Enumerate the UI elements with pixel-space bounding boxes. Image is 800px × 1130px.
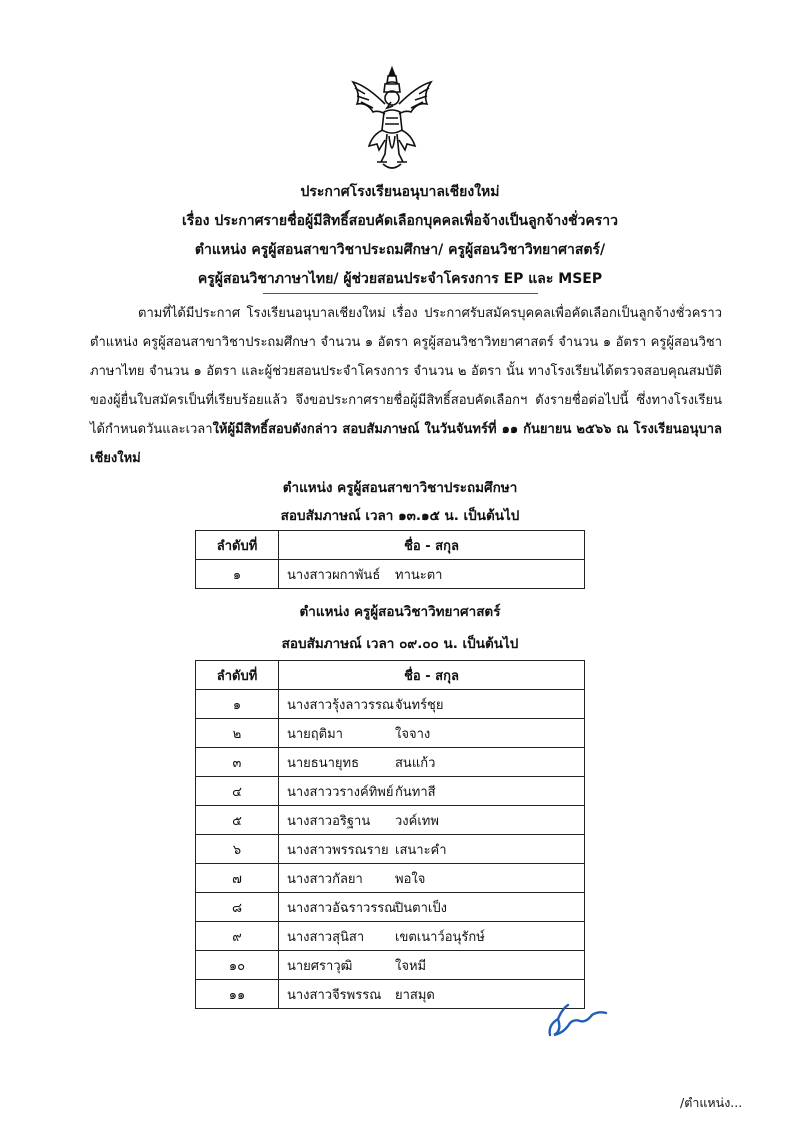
row-full-name bbox=[279, 893, 585, 922]
row-full-name bbox=[279, 560, 585, 589]
row-number: ๒ bbox=[196, 719, 279, 748]
first-name: นางสาวจีรพรรณ bbox=[287, 987, 382, 1003]
row-full-name bbox=[279, 980, 585, 1009]
col-header-name: ชื่อ - สกุล bbox=[279, 531, 585, 560]
garuda-emblem-icon bbox=[347, 64, 437, 174]
row-full-name bbox=[279, 748, 585, 777]
section2-table bbox=[195, 660, 585, 1009]
continued-marker: /ตำแหน่ง... bbox=[680, 1095, 743, 1110]
table-row bbox=[196, 690, 585, 719]
row-number: ๑๐ bbox=[196, 951, 279, 980]
title-line-school: ประกาศโรงเรียนอนุบาลเชียงใหม่ bbox=[300, 184, 500, 200]
last-name: พอใจ bbox=[395, 871, 426, 887]
row-full-name bbox=[279, 777, 585, 806]
table-row bbox=[196, 719, 585, 748]
title-divider bbox=[263, 293, 538, 294]
last-name: สนแก้ว bbox=[395, 755, 436, 771]
first-name: นางสาวอัฉราวรรณ bbox=[287, 900, 397, 916]
table-header-row bbox=[196, 661, 585, 690]
table-row bbox=[196, 951, 585, 980]
last-name: ยาสมุด bbox=[395, 987, 435, 1003]
row-full-name bbox=[279, 806, 585, 835]
section1-table bbox=[195, 530, 585, 589]
table-row bbox=[196, 777, 585, 806]
row-full-name bbox=[279, 864, 585, 893]
table-row bbox=[196, 893, 585, 922]
first-name: นางสาววรางค์ทิพย์ bbox=[287, 784, 394, 800]
signature-image bbox=[540, 995, 610, 1043]
row-number: ๙ bbox=[196, 922, 279, 951]
last-name: ใจจาง bbox=[395, 726, 431, 742]
col-header-name: ชื่อ - สกุล bbox=[279, 661, 585, 690]
last-name: วงค์เทพ bbox=[395, 813, 439, 829]
table-row bbox=[196, 748, 585, 777]
col-header-no: ลำดับที่ bbox=[196, 531, 279, 560]
last-name: เขตเนาว์อนุรักษ์ bbox=[395, 929, 485, 945]
table-row bbox=[196, 980, 585, 1009]
body-regular-text: ตามที่ได้มีประกาศ โรงเรียนอนุบาลเชียงใหม่ เรื่อง ประกาศรับสมัครบุคคลเพื่อคัดเลือกเป็นลูกจ้างชั่วคราว ตำแหน่ง ครูผู้สอนสาขาวิชาประถมศึกษา จำนวน ๑ อัตรา ครูผู้สอนวิชาวิทยาศาสตร์ จำนวน ๑ อัตรา ครูผู้สอนวิชาภาษาไทย จำนวน ๑ อัตรา และผู้ช่วยสอนประจำโครงการ จำนวน ๒ อัตรา นั้น ทางโรงเรียนได้ตรวจสอบคุณสมบัติของผู้ยื่นใบสมัครเป็นที่เรียบร้อยแล้ว จึงขอประกาศรายชื่อผู้มีสิทธิ์สอบคัดเลือกฯ ดังรายชื่อต่อไปนี้ ซึ่งทางโรงเรียนได้กำหนดวันและเวลา bbox=[90, 306, 722, 437]
first-name: นางสาวรุ้งลาวรรณ bbox=[287, 697, 394, 713]
first-name: นางสาวพรรณราย bbox=[287, 842, 389, 858]
last-name: ทานะตา bbox=[395, 567, 443, 583]
table-header-row bbox=[196, 531, 585, 560]
row-number: ๑๑ bbox=[196, 980, 279, 1009]
row-full-name bbox=[279, 922, 585, 951]
section2-position: ตำแหน่ง ครูผู้สอนวิชาวิทยาศาสตร์ bbox=[299, 604, 501, 620]
row-number: ๑ bbox=[196, 690, 279, 719]
col-header-no: ลำดับที่ bbox=[196, 661, 279, 690]
row-number: ๖ bbox=[196, 835, 279, 864]
row-number: ๘ bbox=[196, 893, 279, 922]
row-full-name bbox=[279, 719, 585, 748]
first-name: นายธนายุทธ bbox=[287, 755, 360, 771]
row-number: ๕ bbox=[196, 806, 279, 835]
announcement-body bbox=[90, 299, 722, 473]
first-name: นายฤติมา bbox=[287, 726, 343, 742]
table-row bbox=[196, 560, 585, 589]
table-row bbox=[196, 806, 585, 835]
row-number: ๓ bbox=[196, 748, 279, 777]
first-name: นายศราวุฒิ bbox=[287, 958, 353, 974]
row-full-name bbox=[279, 951, 585, 980]
row-full-name bbox=[279, 835, 585, 864]
row-number: ๑ bbox=[196, 560, 279, 589]
section1-position: ตำแหน่ง ครูผู้สอนสาขาวิชาประถมศึกษา bbox=[282, 480, 518, 496]
section2-time: สอบสัมภาษณ์ เวลา ๐๙.๐๐ น. เป็นต้นไป bbox=[281, 636, 519, 652]
last-name: กันทาสี bbox=[395, 784, 436, 800]
row-full-name bbox=[279, 690, 585, 719]
title-line-subject: เรื่อง ประกาศรายชื่อผู้มีสิทธิ์สอบคัดเลือกบุคคลเพื่อจ้างเป็นลูกจ้างชั่วคราว bbox=[181, 213, 619, 229]
row-number: ๔ bbox=[196, 777, 279, 806]
announcement-title bbox=[0, 178, 800, 294]
first-name: นางสาวกัลยา bbox=[287, 871, 363, 887]
table-row bbox=[196, 922, 585, 951]
section1-time: สอบสัมภาษณ์ เวลา ๑๓.๑๕ น. เป็นต้นไป bbox=[280, 508, 520, 524]
last-name: ปินตาเป็ง bbox=[395, 900, 447, 916]
last-name: เสนาะคำ bbox=[395, 842, 447, 858]
title-line-positions-2: ครูผู้สอนวิชาภาษาไทย/ ผู้ช่วยสอนประจำโครงการ EP และ MSEP bbox=[197, 271, 603, 287]
table-row bbox=[196, 835, 585, 864]
first-name: นางสาวผกาพันธ์ bbox=[287, 567, 381, 583]
row-number: ๗ bbox=[196, 864, 279, 893]
first-name: นางสาวสุนิสา bbox=[287, 929, 365, 945]
last-name: ใจหมี bbox=[395, 958, 427, 974]
first-name: นางสาวอริฐาน bbox=[287, 813, 371, 829]
title-line-positions-1: ตำแหน่ง ครูผู้สอนสาขาวิชาประถมศึกษา/ ครูผู้สอนวิชาวิทยาศาสตร์/ bbox=[194, 242, 606, 258]
body-bold-text: ให้ผู้มีสิทธิ์สอบดังกล่าว สอบสัมภาษณ์ ในวันจันทร์ที่ ๑๑ กันยายน ๒๕๖๖ ณ โรงเรียนอนุบาลเชียงใหม่ bbox=[90, 422, 722, 466]
last-name: จันทร์ชุย bbox=[395, 697, 444, 713]
table-row bbox=[196, 864, 585, 893]
